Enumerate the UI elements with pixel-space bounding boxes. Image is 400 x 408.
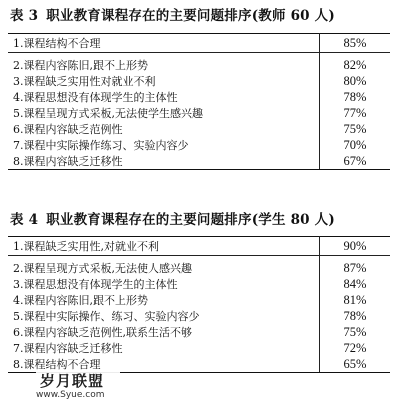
problem-label: 5.课程呈现方式采板,无法使学生感兴趣 [8,105,320,121]
table-row [8,89,390,105]
percentage-value: 85% [320,34,391,53]
problem-label: 2.课程呈现方式采板,无法使人感兴趣 [8,260,320,276]
table-row [8,121,390,137]
table3-title: 职业教育课程存在的主要问题排序(教师 60 人) [46,8,335,24]
problem-label: 1.课程结构不合理 [8,34,320,53]
table-row [8,260,390,276]
watermark-url: www.Syue.com [36,390,105,400]
problem-label: 4.课程内容陈旧,跟不上形势 [8,292,320,308]
percentage-value: 80% [343,73,367,88]
percentage-value: 81% [343,292,367,307]
table-row [8,57,390,73]
table4 [8,236,390,373]
watermark-title: 岁月联盟 [40,372,105,390]
table-row [8,105,390,121]
table3-caption [10,4,335,24]
table3-number: 表 3 [10,8,39,24]
percentage-value: 75% [343,324,367,339]
percentage-value: 67% [320,153,391,170]
problem-label: 6.课程内容缺乏范例性,联系生活不够 [8,324,320,340]
problem-label: 1.课程缺乏实用性,对就业不利 [8,237,320,256]
table-row [8,237,390,256]
percentage-value: 84% [343,276,367,291]
table-row [8,308,390,324]
table-row [8,153,390,170]
percentage-value: 70% [343,137,367,152]
percentage-value: 75% [343,121,367,136]
table4-number: 表 4 [10,212,39,228]
percentage-value: 87% [343,260,367,275]
percentage-value: 78% [343,308,367,323]
problem-label: 7.课程内容缺乏迁移性 [8,340,320,356]
problem-label: 3.课程思想没有体现学生的主体性 [8,276,320,292]
table-row [8,292,390,308]
problem-label: 6.课程内容缺乏范例性 [8,121,320,137]
table-row [8,276,390,292]
table-row [8,340,390,356]
problem-label: 7.课程中实际操作练习、实验内容少 [8,137,320,153]
percentage-value: 90% [320,237,391,256]
table4-caption [10,208,335,228]
percentage-value: 78% [343,89,367,104]
table-row [8,137,390,153]
problem-label: 4.课程思想没有体现学生的主体性 [8,89,320,105]
percentage-value: 77% [343,105,367,120]
table-row [8,73,390,89]
percentage-value: 65% [320,356,391,373]
table-row [8,34,390,53]
problem-label: 3.课程缺乏实用性对就业不利 [8,73,320,89]
problem-label: 5.课程中实际操作、练习、实验内容少 [8,308,320,324]
table-row [8,324,390,340]
site-watermark [36,370,120,404]
problem-label: 2.课程内容陈旧,跟不上形势 [8,57,320,73]
problem-label: 8.课程内容缺乏迁移性 [8,153,320,170]
table3 [8,33,390,170]
percentage-value: 82% [343,57,367,72]
table4-title: 职业教育课程存在的主要问题排序(学生 80 人) [46,212,335,228]
problem-label: 8.课程结构不合理 [8,356,320,373]
percentage-value: 72% [343,340,367,355]
